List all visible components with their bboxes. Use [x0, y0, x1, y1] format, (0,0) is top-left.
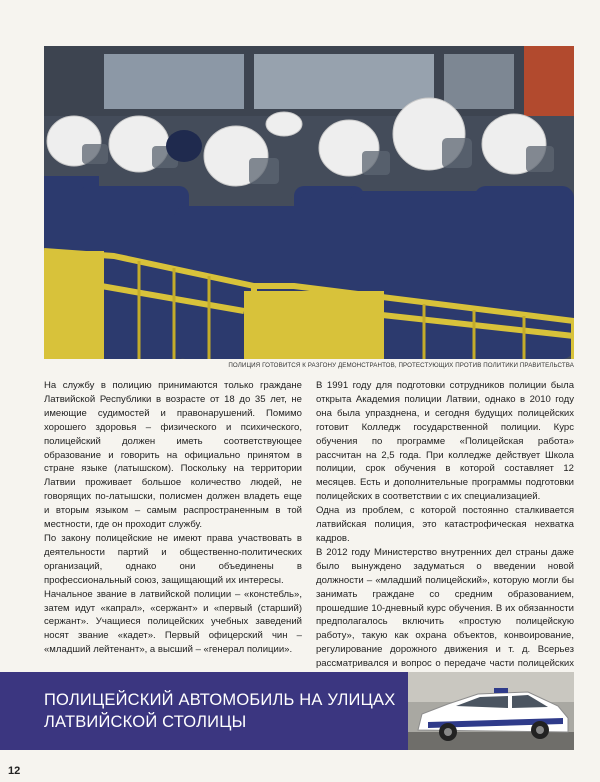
main-photo — [44, 46, 574, 359]
paragraph: На службу в полицию принимаются только граждане Латвийской Республики в возрасте от 18 до 35 лет, не имеющие судимостей и правонарушений. Помимо хорошего здоровья – физического и психического, полицейский должен иметь соответствующее образование и говорить на официально принятом в стране языке (латышском). Поскольку на территории Латвии проживает большое количество людей, не говорящих по-латышски, полисмен должен владеть еще и вторым языком – самым распространенным в той местности, где он проходит службу. — [44, 380, 302, 531]
page-number: 12 — [8, 765, 21, 777]
banner-title — [44, 689, 404, 733]
police-car-illustration — [408, 672, 574, 750]
police-officers-illustration — [44, 46, 574, 359]
paragraph: В 2012 году Министерство внутренних дел страны даже было вынуждено задуматься о введении новой должности – «младший полицейский», которую могли бы занимать граждане со средним образованием, прошедшие 10-дневный курс обучения. В их обязанности предполагалось включить «простую полицейскую работу», такую как охрана объектов, конвоирование, регулирование дорожного движения и т. д. Всерьез рассматривался и вопрос о передаче части полицейских — [316, 546, 574, 670]
banner-title-line-1: ПОЛИЦЕЙСКИЙ АВТОМОБИЛЬ НА УЛИЦАХ — [44, 691, 396, 709]
paragraph: Одна из проблем, с которой постоянно сталкивается латвийская полиция, это катастрофическая нехватка кадров. — [316, 505, 574, 544]
article-column-2 — [316, 379, 574, 685]
paragraph: Начальное звание в латвийской полиции – «констебль», затем идут «капрал», «сержант» и «первый (старший) сержант». Учащиеся полицейских учебных заведений носят звание «кадет». Первый офицерский чин – «младший лейтенант», а высший – «генерал полиции». — [44, 588, 302, 656]
banner-title-line-2: ЛАТВИЙСКОЙ СТОЛИЦЫ — [44, 713, 247, 731]
paragraph: По закону полицейские не имеют права участвовать в деятельности партий и общественно-политических организаций, однако они объединены в профессиональный союз, защищающий их интересы. — [44, 532, 302, 586]
photo-caption: ПОЛИЦИЯ ГОТОВИТСЯ К РАЗГОНУ ДЕМОНСТРАНТОВ, ПРОТЕСТУЮЩИХ ПРОТИВ ПОЛИТИКИ ПРАВИТЕЛЬСТВА — [228, 362, 574, 369]
police-car-photo — [408, 672, 574, 750]
paragraph: В 1991 году для подготовки сотрудников полиции была открыта Академия полиции Латвии, однако в 2010 году она была упразднена, и сегодня будущих полицейских готовит Колледж государственной полиции. Курс обучения по программе «Полицейская работа» рассчитан на 2,5 года. При колледже действует Школа полиции, срок обучения в которой составляет 12 месяцев. Есть и дополнительные программы подготовки полицейских в соответствии с их специализацией. — [316, 380, 574, 503]
article-column-1 — [44, 379, 302, 657]
